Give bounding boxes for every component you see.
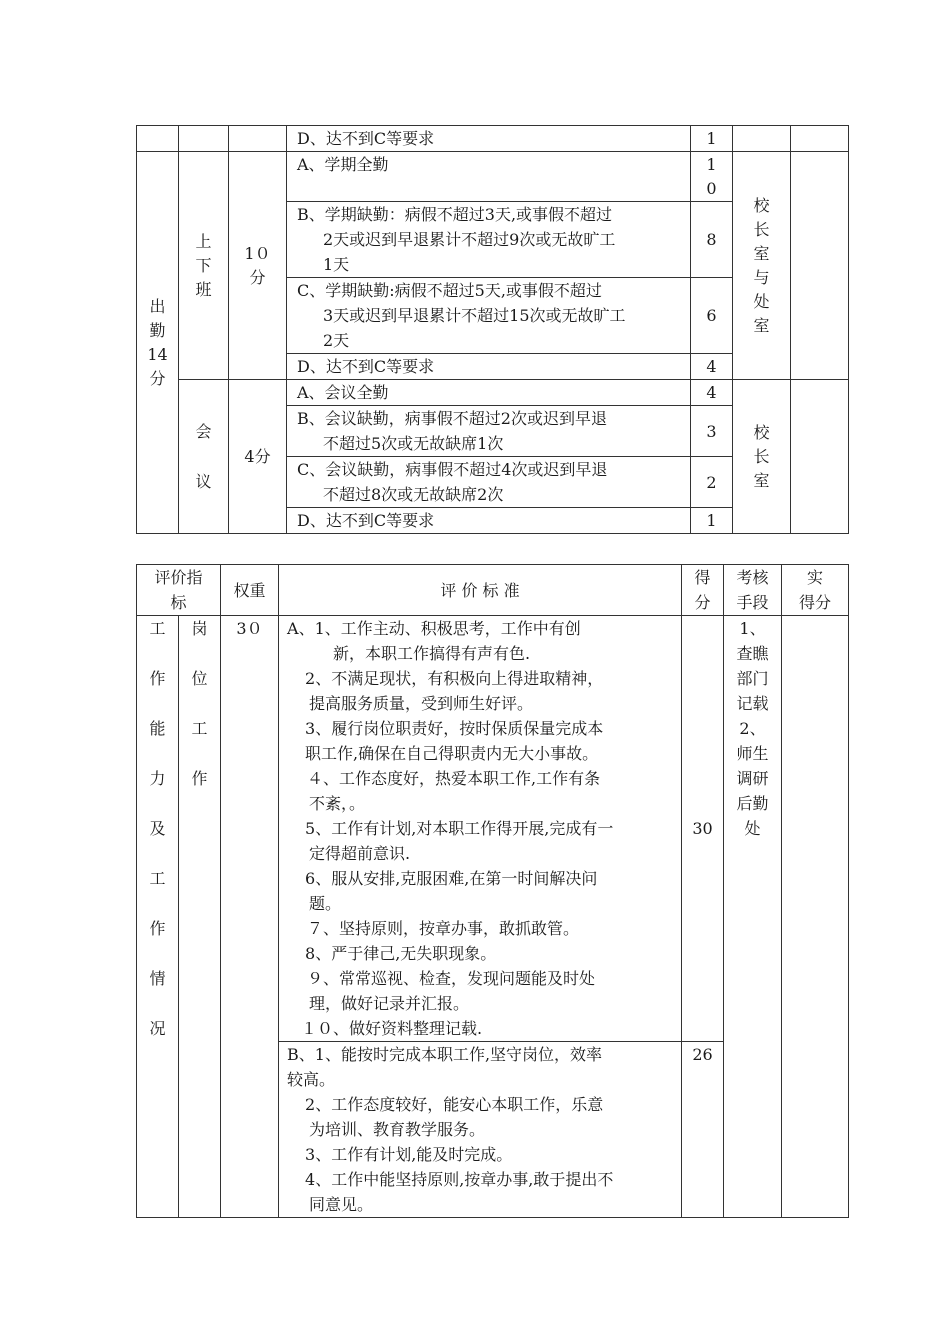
score-level-b: 26 — [682, 1042, 724, 1218]
item-post-work: 岗 位 工 作 — [179, 616, 221, 1218]
score-cell: 8 — [691, 202, 733, 278]
method-post-work: 1、 查瞧 部门 记载 2、 师生 调研 后勤 处 — [724, 616, 782, 1218]
category-work-ability: 工 作 能 力 及 工 作 情 况 — [137, 616, 179, 1218]
standard-level-b: B、1、能按时完成本职工作,坚守岗位，效率 较高。 2、工作态度较好，能安心本职工作，乐意 为培训、教育教学服务。 3、工作有计划,能及时完成。 4、工作中能坚持原则,按章办事,敢于提出不 同意见。 — [279, 1042, 682, 1218]
method-commute: 校 长 室 与 处 室 — [733, 152, 791, 380]
criterion-cell: D、达不到C等要求 — [287, 126, 691, 152]
actual-score-cell — [791, 152, 849, 380]
weight-post-work: 3０ — [221, 616, 279, 1218]
attendance-table — [136, 125, 849, 534]
score-cell: 1 — [691, 126, 733, 152]
criterion-cell: D、达不到C等要求 — [287, 354, 691, 380]
criterion-cell: C、会议缺勤，病事假不超过4次或迟到早退 不超过8次或无故缺席2次 — [287, 457, 691, 508]
method-meeting: 校 长 室 — [733, 380, 791, 534]
weight-commute: 1０ 分 — [229, 152, 287, 380]
cell-empty — [229, 126, 287, 152]
actual-score-cell — [782, 616, 849, 1218]
criterion-cell: A、学期全勤 — [287, 152, 691, 202]
score-cell: 4 — [691, 380, 733, 406]
criterion-cell: B、学期缺勤：病假不超过3天,或事假不超过 2天或迟到早退累计不超过9次或无故旷工 1天 — [287, 202, 691, 278]
header-indicator: 评价指 标 — [137, 565, 221, 616]
score-cell: 6 — [691, 278, 733, 354]
header-weight: 权重 — [221, 565, 279, 616]
item-meeting: 会 议 — [179, 380, 229, 534]
criterion-cell: D、达不到C等要求 — [287, 508, 691, 534]
score-cell: 3 — [691, 406, 733, 457]
actual-score-cell — [791, 380, 849, 534]
weight-meeting: 4分 — [229, 380, 287, 534]
header-standard: 评 价 标 准 — [279, 565, 682, 616]
score-cell: 1 0 — [691, 152, 733, 202]
item-commute: 上 下 班 — [179, 152, 229, 380]
cell-empty — [137, 126, 179, 152]
standard-level-a: A、1、工作主动、积极思考，工作中有创 新，本职工作搞得有声有色. 2、不满足现状，有积极向上得进取精神， 提高服务质量，受到师生好评。 3、履行岗位职责好，按时保质保量完成本 职工作,确保在自己得职责内无大小事故。 ４、工作态度好，热爱本职工作,工作有条 不紊，。 5、工作有计划,对本职工作得开展,完成有一 定得超前意识. 6、服从安排,克服困难,在第一时间解决问 题。 ７、坚持原则，按章办事，敢抓敢管。 8、严于律己,无失职现象。 ９、常常巡视、检查，发现问题能及时处 理，做好记录并汇报。 １０、做好资料整理记载. — [279, 616, 682, 1042]
score-cell: 2 — [691, 457, 733, 508]
criterion-cell: B、会议缺勤，病事假不超过2次或迟到早退 不超过5次或无故缺席1次 — [287, 406, 691, 457]
score-cell: 1 — [691, 508, 733, 534]
score-level-a: 30 — [682, 616, 724, 1042]
category-attendance: 出 勤 14 分 — [137, 152, 179, 534]
cell-empty — [733, 126, 791, 152]
cell-empty — [179, 126, 229, 152]
criterion-cell: C、学期缺勤:病假不超过5天,或事假不超过 3天或迟到早退累计不超过15次或无故旷工 2天 — [287, 278, 691, 354]
cell-empty — [791, 126, 849, 152]
header-method: 考核 手段 — [724, 565, 782, 616]
work-ability-table — [136, 564, 849, 1218]
header-score: 得 分 — [682, 565, 724, 616]
score-cell: 4 — [691, 354, 733, 380]
header-actual: 实 得分 — [782, 565, 849, 616]
criterion-cell: A、会议全勤 — [287, 380, 691, 406]
